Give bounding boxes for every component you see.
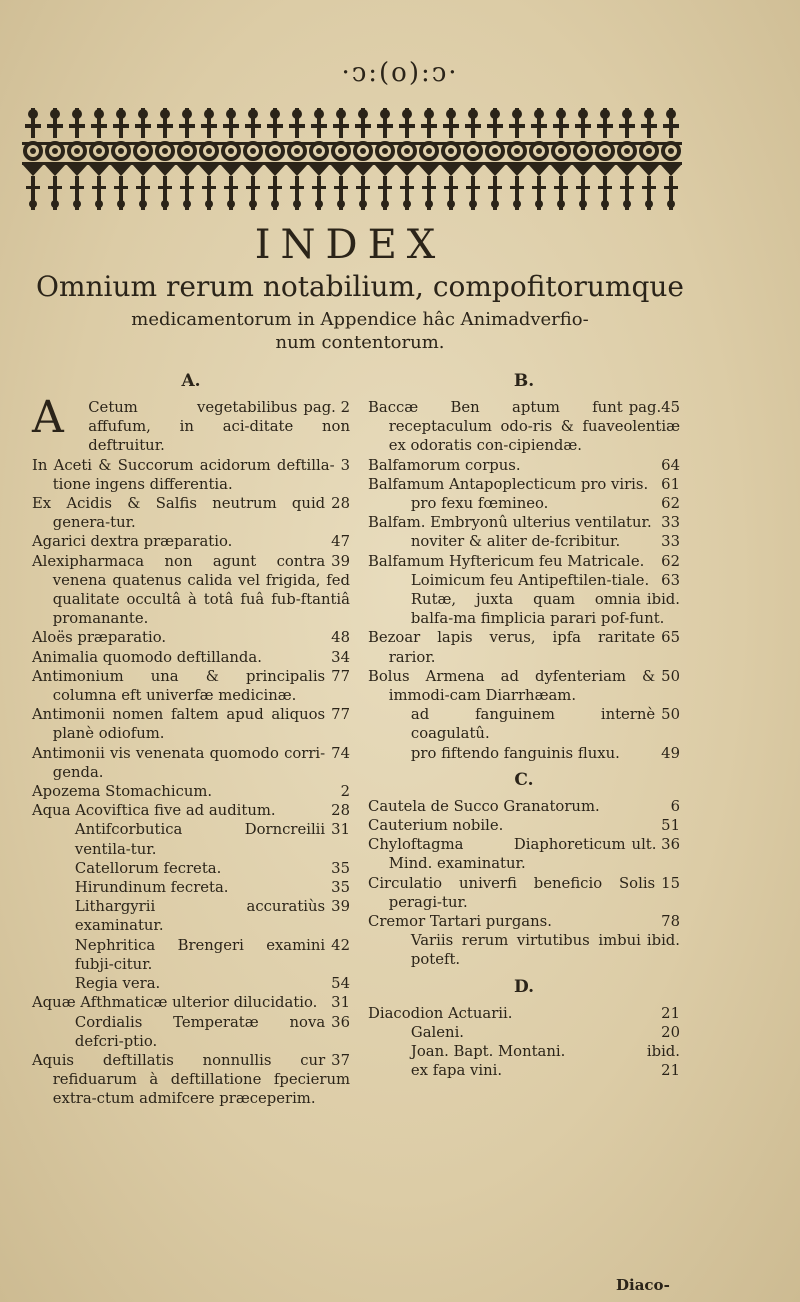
subtitle-line-3: num contentorum. xyxy=(275,332,445,353)
entry-text: Aloës præparatio. xyxy=(32,629,167,647)
subtitle-continuation xyxy=(100,308,620,354)
index-entry xyxy=(368,398,680,456)
index-entry xyxy=(368,744,680,763)
page-reference: 33 xyxy=(661,533,680,551)
index-entry xyxy=(368,1061,680,1080)
entry-text: Cetum vegetabilibus affufum, in aci-ditate non deftruitur. xyxy=(88,399,350,455)
index-entry xyxy=(32,628,350,647)
entry-text: Aquæ Afthmaticæ ulterior dilucidatio. xyxy=(32,994,318,1012)
page-reference: 78 xyxy=(661,913,680,931)
page-reference: 31 xyxy=(331,821,350,839)
page-reference: 74 xyxy=(331,744,350,762)
index-entry xyxy=(368,667,680,705)
entry-text: noviter & aliter de-fcribitur. xyxy=(410,533,621,551)
page-reference: 3 xyxy=(340,456,350,474)
page-reference: ult. 36 xyxy=(631,836,680,854)
entry-text: Cordialis Temperatæ nova defcri-ptio. xyxy=(74,1013,326,1050)
index-entry xyxy=(32,782,350,801)
index-entry xyxy=(368,931,680,969)
index-entry xyxy=(32,820,350,858)
catchword: Diaco- xyxy=(616,1276,670,1294)
index-entry xyxy=(368,494,680,513)
index-entry xyxy=(368,628,680,666)
entry-text: Ex Acidis & Salfis neutrum quid genera-tur. xyxy=(32,495,326,532)
index-entry xyxy=(32,532,350,551)
index-entry xyxy=(368,532,680,551)
entry-text: Cautela de Succo Granatorum. xyxy=(368,797,600,815)
entry-text: Nephritica Brengeri examini fubji-citur. xyxy=(74,936,326,973)
index-entry xyxy=(368,590,680,628)
section-letter: A. xyxy=(181,371,201,391)
entry-text: ex fapa vini. xyxy=(410,1062,503,1080)
entry-text: Bezoar lapis verus, ipfa raritate rarior. xyxy=(368,629,656,666)
page-reference: 39 xyxy=(331,898,350,916)
page-reference: 21 xyxy=(661,1062,680,1080)
index-entry xyxy=(368,513,680,532)
page-reference: pag. 2 xyxy=(303,399,350,416)
index-entry xyxy=(368,475,680,494)
page-reference: 28 xyxy=(331,802,350,820)
entry-text: Balfamum Hyftericum feu Matricale. xyxy=(368,552,645,570)
page-reference: 51 xyxy=(661,817,680,835)
entry-text: Galeni. xyxy=(410,1023,465,1041)
page-reference: 6 xyxy=(670,797,680,815)
page-reference: ibid. xyxy=(646,932,680,950)
entry-text: Aquis deftillatis nonnullis cur refiduarum à deftillatione fpecierum extra-ctum admifcere præceperim. xyxy=(32,1051,350,1108)
index-entry xyxy=(32,897,350,935)
page-reference: 62 xyxy=(661,552,680,570)
entry-text: Catellorum fecreta. xyxy=(74,859,222,877)
page-reference: 50 xyxy=(661,667,680,685)
page-reference: 63 xyxy=(661,571,680,589)
entry-text: ad fanguinem internè coagulatû. xyxy=(410,706,656,743)
page-reference: 49 xyxy=(661,744,680,762)
page-reference: 65 xyxy=(661,629,680,647)
index-entry xyxy=(32,878,350,897)
index-entry xyxy=(32,974,350,993)
entry-text: Diacodion Actuarii. xyxy=(368,1004,513,1022)
entry-text: Balfam. Embryonû ulterius ventilatur. xyxy=(368,514,652,532)
entry-text: Antimonii nomen faltem apud aliquos planè odiofum. xyxy=(32,706,326,743)
index-entry xyxy=(368,1023,680,1042)
index-entry xyxy=(32,993,350,1012)
page-reference: 36 xyxy=(331,1013,350,1031)
page-reference: 64 xyxy=(661,456,680,474)
page-reference: 35 xyxy=(331,879,350,897)
index-column-left xyxy=(32,372,350,1109)
entry-text: Rutæ, juxta quam omnia balfa-ma fimplicia parari pof-funt. xyxy=(410,591,665,628)
page-reference: 47 xyxy=(331,533,350,551)
entry-text: Alexipharmaca non agunt contra venena quatenus calida vel frigida, fed qualitate occultâ à totâ fuâ fub-ftantiâ promanante. xyxy=(32,552,350,628)
entry-text: Joan. Bapt. Montani. xyxy=(410,1043,566,1061)
page-reference: 15 xyxy=(661,874,680,892)
index-entry xyxy=(368,874,680,912)
entry-text: Variis rerum virtutibus imbui poteft. xyxy=(410,932,641,969)
entry-text: Antimonii vis venenata quomodo corri-genda. xyxy=(32,744,326,781)
page-reference: 33 xyxy=(661,514,680,532)
entry-text: Regia vera. xyxy=(74,975,161,993)
page-reference: 21 xyxy=(661,1004,680,1022)
entry-text: Balfamorum corpus. xyxy=(368,456,521,474)
page-reference: 2 xyxy=(340,783,350,801)
page-reference: 48 xyxy=(331,629,350,647)
index-entry xyxy=(368,1004,680,1023)
page-reference: 34 xyxy=(331,648,350,666)
page-reference: pag.45 xyxy=(628,399,680,416)
subtitle-line-2: medicamentorum in Appendice hâc Animadverfio- xyxy=(131,309,589,330)
entry-text: Cauterium nobile. xyxy=(368,817,504,835)
index-entry xyxy=(368,835,680,873)
entry-text: In Aceti & Succorum acidorum deftilla-tione ingens differentia. xyxy=(32,456,335,493)
entry-text: Bolus Armena ad dyfenteriam & immodi-cam Diarrhæam. xyxy=(368,667,656,705)
index-entry xyxy=(368,571,680,590)
subtitle: Omnium rerum notabilium, compofitorumque xyxy=(36,270,684,303)
entry-text: Loimicum feu Antipeftilen-tiale. xyxy=(410,571,650,589)
entry-text: pro fexu fœmineo. xyxy=(410,495,549,513)
index-column-right xyxy=(368,372,680,1081)
index-entry xyxy=(32,552,350,629)
entry-text: Agarici dextra præparatio. xyxy=(32,533,233,551)
index-entry xyxy=(32,667,350,705)
section-letter: B. xyxy=(513,371,535,391)
page-reference: 35 xyxy=(331,859,350,877)
page-reference: 62 xyxy=(661,495,680,513)
index-entry xyxy=(32,648,350,667)
drop-cap-initial: A xyxy=(32,392,64,443)
page-reference: 50 xyxy=(661,706,680,724)
entry-text: Baccæ Ben aptum funt receptaculum odo-ris & fuaveolentiæ ex odoratis con-cipiendæ. xyxy=(368,399,680,455)
entry-text: Aqua Acoviftica five ad auditum. xyxy=(32,802,276,820)
decorative-border-ornament xyxy=(22,106,682,216)
index-entry xyxy=(368,797,680,816)
index-entry xyxy=(368,552,680,571)
index-entry xyxy=(32,705,350,743)
page-reference: 61 xyxy=(661,475,680,493)
page-reference: 42 xyxy=(331,936,350,954)
page-reference: ibid. xyxy=(646,591,680,609)
index-entry xyxy=(32,936,350,974)
index-entry xyxy=(32,494,350,532)
entry-text: Lithargyrii accuratiùs examinatur. xyxy=(74,898,326,935)
index-entry xyxy=(368,456,680,475)
index-entry xyxy=(368,705,680,743)
entry-text: Balfamum Antapoplecticum pro viris. xyxy=(368,475,649,493)
index-entry xyxy=(32,859,350,878)
index-entry xyxy=(32,1013,350,1051)
page-reference: 37 xyxy=(331,1051,350,1069)
entry-text: Circulatio univerfi beneficio Solis peragi-tur. xyxy=(368,874,656,911)
page-reference: 77 xyxy=(331,706,350,724)
section-letter: C. xyxy=(514,769,534,790)
signature-mark: ·ↄ:(o):ↄ· xyxy=(341,58,459,88)
entry-text: Cremor Tartari purgans. xyxy=(368,913,552,931)
index-entry xyxy=(368,816,680,835)
entry-text: Animalia quomodo deftillanda. xyxy=(32,648,262,666)
entry-text: Antifcorbutica Dorncreilii ventila-tur. xyxy=(74,821,326,858)
page-reference: ibid. xyxy=(646,1043,680,1061)
entry-text: Hirundinum fecreta. xyxy=(74,879,229,897)
index-entry xyxy=(368,1042,680,1061)
page-reference: 28 xyxy=(331,495,350,513)
index-entry xyxy=(32,744,350,782)
page-reference: 31 xyxy=(331,994,350,1012)
entry-text: Apozema Stomachicum. xyxy=(32,783,213,801)
index-entry xyxy=(32,392,350,456)
index-entry xyxy=(32,1051,350,1109)
page-reference: 39 xyxy=(331,552,350,570)
section-letter: D. xyxy=(513,976,535,997)
page-title: INDEX xyxy=(254,222,446,268)
page-reference: 77 xyxy=(331,667,350,685)
page-reference: 20 xyxy=(661,1023,680,1041)
index-entry xyxy=(32,801,350,820)
page-reference: 54 xyxy=(331,975,350,993)
entry-text: Chyloftagma Diaphoreticum Mind. examinatur. xyxy=(368,836,626,873)
index-entry xyxy=(32,456,350,494)
index-entry xyxy=(368,912,680,931)
entry-text: pro fiftendo fanguinis fluxu. xyxy=(410,744,620,762)
entry-text: Antimonium una & principalis columna eft univerfæ medicinæ. xyxy=(32,667,326,705)
